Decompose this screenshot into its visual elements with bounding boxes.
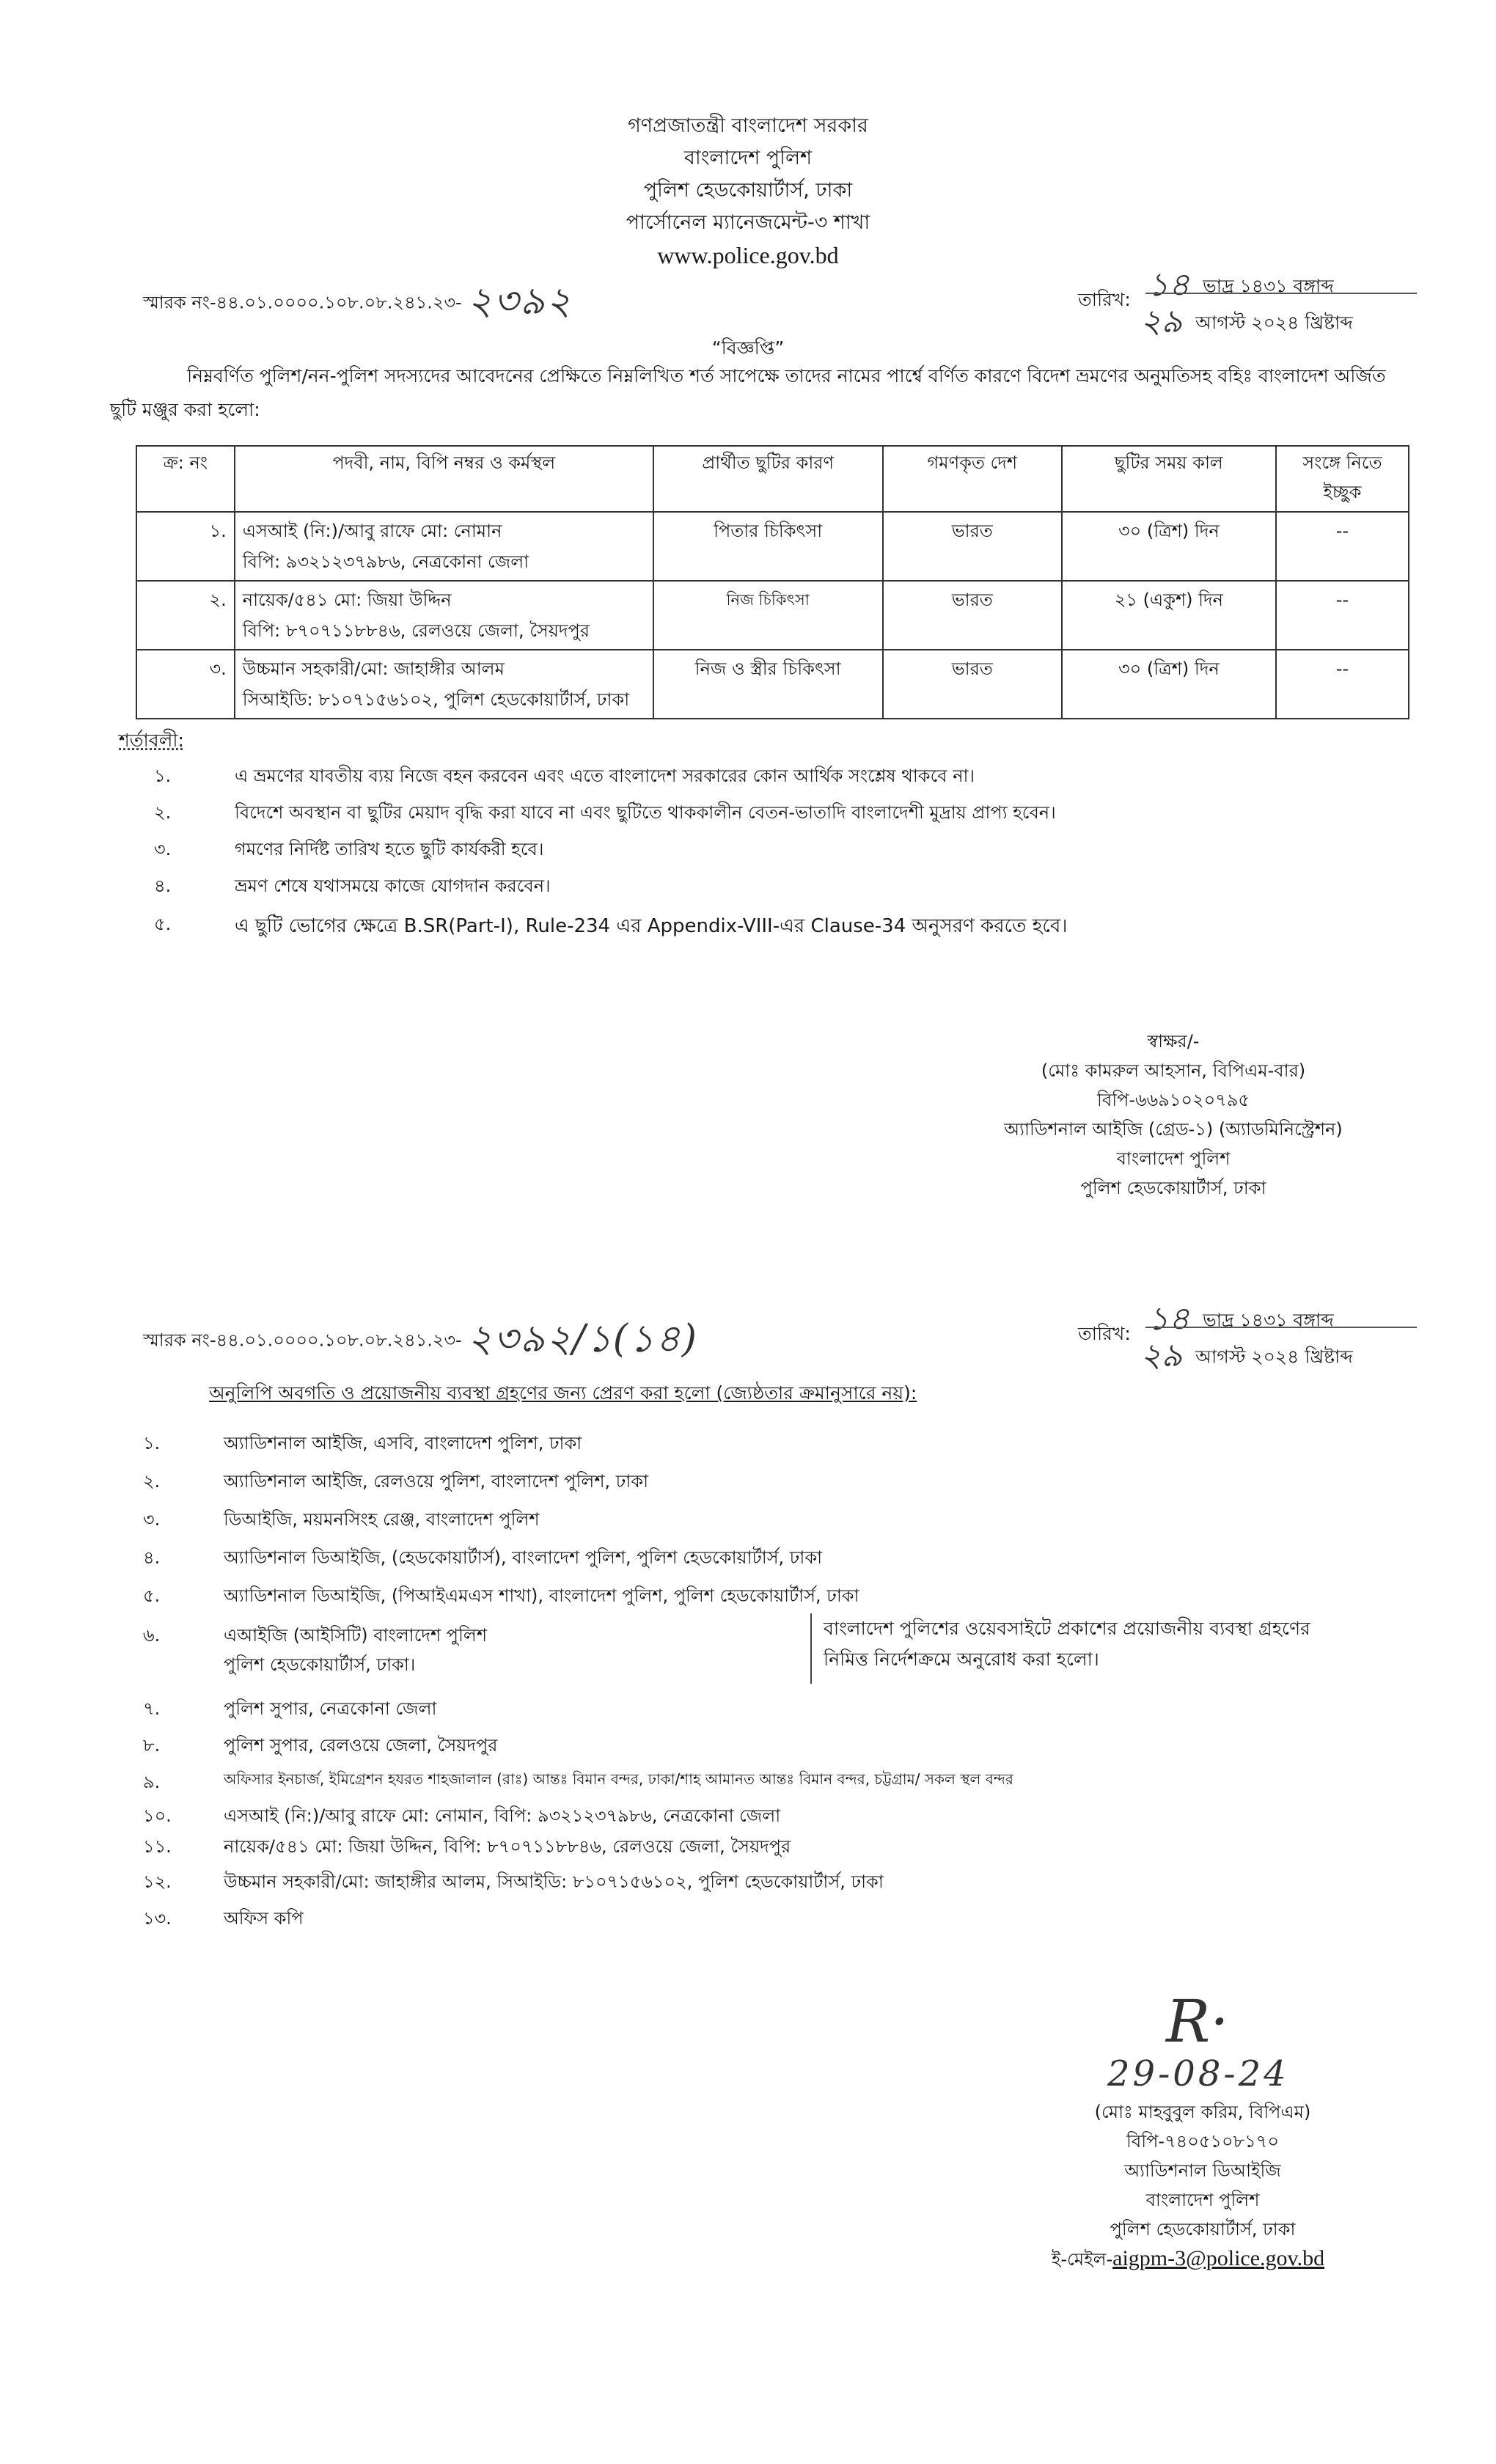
cell-name [235,581,653,650]
english-day: ২৯ [1140,1337,1183,1374]
cell-period: ২১ (একুশ) দিন [1062,581,1276,650]
english-date: আগস্ট ২০২৪ খ্রিষ্টাব্দ [1195,1346,1353,1368]
recipient-text: পুলিশ সুপার, নেত্রকোনা জেলা [224,1698,437,1719]
recipient-text: এসআই (নি:)/আবু রাফে মো: নোমান, বিপি: ৯৩২১২৩৭৯৮৬, নেত্রকোনা জেলা [224,1805,781,1826]
signatory-designation: অ্যাডিশনাল ডিআইজি [1124,2160,1281,2181]
signatory-office: পুলিশ হেডকোয়ার্টার্স, ঢাকা [1110,2219,1296,2240]
english-day: ২৯ [1140,303,1183,340]
condition-number: ৩. [154,839,172,859]
condition-text: ভ্রমণ শেষে যথাসময়ে কাজে যোগদান করবেন। [235,876,551,896]
email-label: ই-মেইল- [1051,2249,1113,2270]
memo-prefix: স্মারক নং-৪৪.০১.০০০০.১০৮.০৮.২৪১.২৩- [143,292,462,313]
cell-reason: নিজ ও স্ত্রীর চিকিৎসা [653,650,883,719]
signature-date: 29-08-24 [1107,2053,1289,2094]
recipient-text: অফিসার ইনচার্জ, ইমিগ্রেশন হযরত শাহজালাল (রাঃ) আন্তঃ বিমান বন্দর, ঢাকা/শাহ আমানত আন্তঃ বিমান বন্দর, চট্টগ্রাম/ সকল স্থল বন্দর [224,1770,1013,1788]
bangla-day: ১৪ [1148,266,1190,304]
copy-date [1078,1294,1430,1375]
recipient-text: নায়েক/৫৪১ মো: জিয়া উদ্দিন, বিপি: ৮৭০৭১১৮৮৪৬, রেলওয়ে জেলা, সৈয়দপুর [224,1836,791,1857]
table-row [136,512,1409,581]
recipient-number: ১০. [143,1805,172,1826]
date-divider [1145,293,1417,294]
recipient-number: ৫. [143,1585,161,1606]
table-row [136,650,1409,719]
org-name: বাংলাদেশ পুলিশ [683,147,813,169]
website-note [810,1613,1410,1684]
signatory-designation: অ্যাডিশনাল আইজি (গ্রেড-১) (অ্যাডমিনিস্ট্রেশন) [1004,1119,1343,1140]
letterhead [528,110,968,271]
website-note-line2: নিমিত্ত নির্দেশক্রমে অনুরোধ করা হলো। [824,1649,1099,1670]
notice-intro: নিম্নবর্ণিত পুলিশ/নন-পুলিশ সদস্যদের আবেদনের প্রেক্ষিতে নিম্নলিখিত শর্ত সাপেক্ষে তাদের নামের পার্শ্বে বর্ণিত কারণে বিদেশ ভ্রমণের অনুমতিসহ বহিঃ বাংলাদেশ অর্জিত ছুটি মঞ্জুর করা হলো: [110,365,1386,420]
conditions-title: শর্তাবলী: [119,730,184,751]
notice-title: “বিজ্ঞপ্তি” [711,337,785,359]
copy-memo-handwritten: ২৩৯২/১(১৪) [467,1317,698,1361]
date-divider [1145,1327,1417,1328]
copy-title: অনুলিপি অবগতি ও প্রয়োজনীয় ব্যবস্থা গ্রহণের জন্য প্রেরণ করা হলো (জ্যেষ্ঠতার ক্রমানুসারে নয়): [209,1382,917,1404]
cell-country: ভারত [883,650,1062,719]
condition-number: ২. [154,802,172,823]
header-reason: প্রার্থীত ছুটির কারণ [653,446,883,512]
memo-handwritten: ২৩৯২ [467,279,573,323]
notice-date [1078,260,1430,341]
recipient-number: ৩. [143,1509,161,1530]
recipient-number: ৮. [143,1735,161,1756]
signatory-office: পুলিশ হেডকোয়ার্টার্স, ঢাকা [1080,1178,1266,1198]
header-accompany: সংঙ্গে নিতে ইচ্ছুক [1276,446,1409,512]
recipient-number: ১২. [143,1871,172,1892]
cell-serial: ২. [136,581,235,650]
govt-name: গণপ্রজাতন্ত্রী বাংলাদেশ সরকার [628,114,868,137]
website-link[interactable]: www.police.gov.bd [657,242,839,268]
cell-period: ৩০ (ত্রিশ) দিন [1062,512,1276,581]
recipient-number: ৯. [143,1772,161,1792]
signatory-org: বাংলাদেশ পুলিশ [1116,1148,1231,1169]
recipient-number: ১৩. [143,1908,172,1929]
condition-text: এ ভ্রমণের যাবতীয় ব্যয় নিজে বহন করবেন এবং এতে বাংলাদেশ সরকারের কোন আর্থিক সংশ্লেষ থাকবে না। [235,766,975,786]
recipient-number: ২. [143,1471,161,1492]
date-label: তারিখ: [1078,289,1131,310]
recipient-number: ১১. [143,1836,172,1857]
copy-memo-number [143,1309,698,1373]
signatory-email-line [968,2244,1408,2274]
cell-name-line2: বিপি: ৮৭০৭১১৮৮৪৬, রেলওয়ে জেলা, সৈয়দপুর [242,620,590,641]
recipient-text: অ্যাডিশনাল ডিআইজি, (পিআইএমএস শাখা), বাংলাদেশ পুলিশ, পুলিশ হেডকোয়ার্টার্স, ঢাকা [224,1585,859,1606]
header-serial: ক্র: নং [136,446,235,512]
header-name: পদবী, নাম, বিপি নম্বর ও কর্মস্থল [235,446,653,512]
recipient-text: অ্যাডিশনাল ডিআইজি, (হেডকোয়ার্টার্স), বাংলাদেশ পুলিশ, পুলিশ হেডকোয়ার্টার্স, ঢাকা [224,1547,823,1568]
conditions-list [154,763,1401,953]
recipient-text-line2: পুলিশ হেডকোয়ার্টার্স, ঢাকা। [224,1654,416,1675]
cell-name [235,650,653,719]
cell-reason: নিজ চিকিৎসা [653,581,883,650]
recipients-list [143,1430,1426,1943]
cell-serial: ৩. [136,650,235,719]
table-header-row [136,446,1409,512]
header-period: ছুটির সময় কাল [1062,446,1276,512]
copy-memo-prefix: স্মারক নং-৪৪.০১.০০০০.১০৮.০৮.২৪১.২৩- [143,1330,462,1351]
cell-name-line1: নায়েক/৫৪১ মো: জিয়া উদ্দিন [242,590,452,610]
cell-accompany: -- [1276,581,1409,650]
cell-period: ৩০ (ত্রিশ) দিন [1062,650,1276,719]
memo-number [143,271,573,335]
signed-marker: স্বাক্ষর/- [1147,1031,1200,1052]
cell-accompany: -- [1276,512,1409,581]
recipient-text: এআইজি (আইসিটি) বাংলাদেশ পুলিশ [224,1625,488,1646]
recipient-text: উচ্চমান সহকারী/মো: জাহাঙ্গীর আলম, সিআইডি: ৮১০৭১৫৬১০২, পুলিশ হেডকোয়ার্টার্স, ঢাকা [224,1871,884,1892]
recipient-number: ৭. [143,1698,161,1719]
header-country: গমণকৃত দেশ [883,446,1062,512]
recipient-text: অ্যাডিশনাল আইজি, রেলওয়ে পুলিশ, বাংলাদেশ পুলিশ, ঢাকা [224,1471,649,1492]
signatory-bp: বিপি-৬৬৯১০২০৭৯৫ [1097,1090,1250,1110]
office-name: পুলিশ হেডকোয়ার্টার্স, ঢাকা [643,179,853,202]
table-row [136,581,1409,650]
recipient-text: অ্যাডিশনাল আইজি, এসবি, বাংলাদেশ পুলিশ, ঢাকা [224,1433,582,1453]
condition-number: ৪. [154,876,172,896]
cell-reason: পিতার চিকিৎসা [653,512,883,581]
condition-text: গমণের নির্দিষ্ট তারিখ হতে ছুটি কার্যকরী হবে। [235,839,544,859]
cell-name-line2: সিআইডি: ৮১০৭১৫৬১০২, পুলিশ হেডকোয়ার্টার্স, ঢাকা [242,689,630,710]
leave-table [136,445,1409,719]
recipient-text: অফিস কপি [224,1908,304,1929]
website-note-line1: বাংলাদেশ পুলিশের ওয়েবসাইটে প্রকাশের প্রয়োজনীয় ব্যবস্থা গ্রহণের [824,1618,1310,1639]
cell-country: ভারত [883,512,1062,581]
bangla-date: ভাদ্র ১৪৩১ বঙ্গাব্দ [1203,1309,1334,1331]
condition-text: এ ছুটি ভোগের ক্ষেত্রে B.SR(Part-I), Rule-234 এর Appendix-VIII-এর Clause-34 অনুসরণ করতে হবে। [235,915,1068,937]
handwritten-signature: R· [1166,1987,1229,2056]
cell-name [235,512,653,581]
recipient-text: ডিআইজি, ময়মনসিংহ রেঞ্জ, বাংলাদেশ পুলিশ [224,1509,540,1530]
cell-name-line1: উচ্চমান সহকারী/মো: জাহাঙ্গীর আলম [242,659,505,679]
bangla-date: ভাদ্র ১৪৩১ বঙ্গাব্দ [1203,275,1334,297]
recipient-number: ১. [143,1433,161,1453]
cell-name-line2: বিপি: ৯৩২১২৩৭৯৮৬, নেত্রকোনা জেলা [242,551,529,572]
condition-number: ১. [154,766,172,786]
signatory-org: বাংলাদেশ পুলিশ [1145,2190,1260,2210]
copy-signatory-block [997,2097,1408,2274]
signatory-block [917,1027,1430,1203]
cell-serial: ১. [136,512,235,581]
recipient-number: ৬. [143,1625,161,1646]
english-date: আগস্ট ২০২৪ খ্রিষ্টাব্দ [1195,312,1353,334]
branch-name: পার্সোনেল ম্যানেজমেন্ট-৩ শাখা [626,211,870,234]
date-label: তারিখ: [1078,1323,1131,1344]
signatory-name: (মোঃ মাহবুবুল করিম, বিপিএম) [1094,2102,1311,2122]
cell-country: ভারত [883,581,1062,650]
bangla-day: ১৪ [1148,1300,1190,1338]
recipient-text: পুলিশ সুপার, রেলওয়ে জেলা, সৈয়দপুর [224,1735,498,1756]
recipient-number: ৪. [143,1547,161,1568]
condition-text: বিদেশে অবস্থান বা ছুটির মেয়াদ বৃদ্ধি করা যাবে না এবং ছুটিতে থাককালীন বেতন-ভাতাদি বাংলাদেশী মুদ্রায় প্রাপ্য হবেন। [235,802,1056,823]
condition-number: ৫. [154,914,172,934]
cell-name-line1: এসআই (নি:)/আবু রাফে মো: নোমান [242,521,502,541]
signatory-name: (মোঃ কামরুল আহসান, বিপিএম-বার) [1041,1060,1306,1081]
signatory-bp: বিপি-৭৪০৫১০৮১৭০ [1126,2131,1279,2152]
cell-accompany: -- [1276,650,1409,719]
email-link[interactable]: aigpm-3@police.gov.bd [1112,2246,1325,2270]
